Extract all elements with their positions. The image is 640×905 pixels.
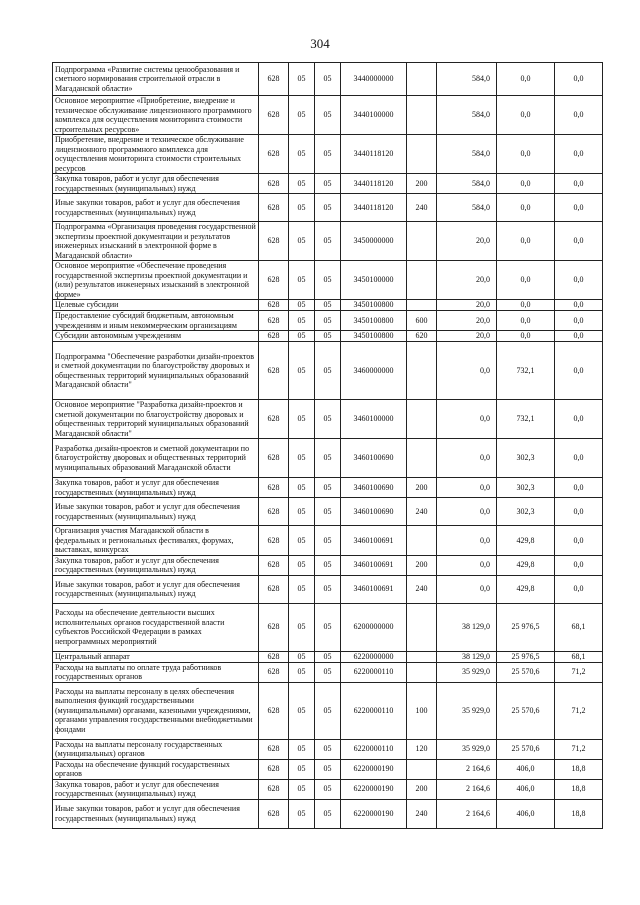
row-vr: 200 [407,555,437,575]
row-csr: 3460100690 [341,478,407,498]
row-value-2: 0,0 [497,222,555,261]
table-row [53,799,603,828]
row-rz: 05 [289,478,315,498]
row-csr: 3460100000 [341,400,407,439]
row-rz: 05 [289,300,315,311]
row-value-3: 0,0 [555,342,603,400]
table-row [53,739,603,759]
row-csr: 3440118120 [341,174,407,194]
row-value-1: 584,0 [437,63,497,96]
row-value-2: 0,0 [497,311,555,331]
row-vr: 240 [407,498,437,526]
row-csr: 3450100800 [341,300,407,311]
table-row [53,439,603,478]
row-value-3: 68,1 [555,651,603,662]
row-rz: 05 [289,759,315,779]
row-name: Субсидии автономным учреждениям [53,331,259,342]
row-value-1: 20,0 [437,300,497,311]
row-vr: 620 [407,331,437,342]
row-value-1: 584,0 [437,96,497,135]
row-value-3: 68,1 [555,603,603,651]
row-ved: 628 [259,222,289,261]
row-csr: 6200000000 [341,603,407,651]
row-value-2: 429,8 [497,555,555,575]
table-row [53,342,603,400]
table-row [53,96,603,135]
row-value-1: 584,0 [437,194,497,222]
row-value-1: 35 929,0 [437,739,497,759]
row-ved: 628 [259,759,289,779]
row-pr: 05 [315,194,341,222]
row-rz: 05 [289,799,315,828]
row-pr: 05 [315,759,341,779]
row-pr: 05 [315,63,341,96]
row-rz: 05 [289,662,315,682]
row-rz: 05 [289,63,315,96]
row-pr: 05 [315,779,341,799]
row-vr [407,651,437,662]
table-row [53,135,603,174]
row-ved: 628 [259,261,289,300]
row-ved: 628 [259,603,289,651]
row-csr: 3460100691 [341,575,407,603]
row-pr: 05 [315,603,341,651]
row-pr: 05 [315,555,341,575]
budget-table [52,62,603,829]
table-row [53,651,603,662]
row-csr: 3440000000 [341,63,407,96]
row-value-3: 0,0 [555,400,603,439]
row-vr [407,526,437,556]
row-ved: 628 [259,575,289,603]
row-name: Расходы на выплаты по оплате труда работников государственных органов [53,662,259,682]
row-ved: 628 [259,799,289,828]
row-pr: 05 [315,311,341,331]
row-ved: 628 [259,63,289,96]
row-pr: 05 [315,478,341,498]
row-value-1: 20,0 [437,222,497,261]
row-value-1: 0,0 [437,342,497,400]
row-rz: 05 [289,603,315,651]
row-value-2: 0,0 [497,331,555,342]
row-value-2: 0,0 [497,300,555,311]
row-rz: 05 [289,555,315,575]
row-value-3: 18,8 [555,799,603,828]
row-vr [407,300,437,311]
row-csr: 3450000000 [341,222,407,261]
row-pr: 05 [315,96,341,135]
row-value-1: 35 929,0 [437,662,497,682]
row-ved: 628 [259,439,289,478]
row-value-2: 406,0 [497,799,555,828]
row-pr: 05 [315,300,341,311]
row-value-2: 0,0 [497,135,555,174]
table-row [53,498,603,526]
row-csr: 6220000110 [341,662,407,682]
row-value-2: 732,1 [497,400,555,439]
table-row [53,331,603,342]
row-pr: 05 [315,575,341,603]
row-value-3: 0,0 [555,63,603,96]
row-csr: 3460100690 [341,498,407,526]
row-vr: 240 [407,575,437,603]
row-name: Иные закупки товаров, работ и услуг для обеспечения государственных (муниципальных) нужд [53,799,259,828]
row-rz: 05 [289,779,315,799]
row-ved: 628 [259,342,289,400]
row-value-1: 20,0 [437,331,497,342]
row-value-1: 584,0 [437,135,497,174]
row-csr: 3440100000 [341,96,407,135]
row-value-2: 732,1 [497,342,555,400]
row-rz: 05 [289,682,315,739]
row-rz: 05 [289,194,315,222]
row-pr: 05 [315,331,341,342]
row-vr [407,63,437,96]
row-value-2: 0,0 [497,96,555,135]
row-name: Целевые субсидии [53,300,259,311]
row-value-3: 71,2 [555,682,603,739]
row-value-2: 429,8 [497,526,555,556]
row-value-1: 2 164,6 [437,759,497,779]
row-rz: 05 [289,311,315,331]
row-value-3: 0,0 [555,555,603,575]
table-row [53,682,603,739]
row-rz: 05 [289,526,315,556]
row-rz: 05 [289,400,315,439]
row-name: Центральный аппарат [53,651,259,662]
row-csr: 3460100691 [341,526,407,556]
row-value-3: 0,0 [555,174,603,194]
row-value-3: 0,0 [555,261,603,300]
row-value-1: 584,0 [437,174,497,194]
table-row [53,779,603,799]
table-row [53,759,603,779]
row-value-1: 0,0 [437,526,497,556]
row-ved: 628 [259,526,289,556]
table-row [53,194,603,222]
row-value-1: 0,0 [437,439,497,478]
row-csr: 3460000000 [341,342,407,400]
row-rz: 05 [289,96,315,135]
table-row [53,526,603,556]
row-name: Приобретение, внедрение и техническое обслуживание лицензионного программного комплекса для осуществления мониторинга стоимости строительных ресурсов [53,135,259,174]
row-value-1: 38 129,0 [437,603,497,651]
row-name: Основное мероприятие «Обеспечение проведения государственной экспертизы проектной документации и (или) результатов инженерных изысканий в электронной форме» [53,261,259,300]
row-csr: 6220000110 [341,739,407,759]
row-value-2: 25 570,6 [497,739,555,759]
row-ved: 628 [259,400,289,439]
row-value-3: 71,2 [555,662,603,682]
table-row [53,603,603,651]
row-value-1: 0,0 [437,478,497,498]
row-vr [407,342,437,400]
row-value-2: 25 976,5 [497,603,555,651]
row-ved: 628 [259,96,289,135]
row-value-2: 25 570,6 [497,662,555,682]
row-name: Основное мероприятие «Приобретение, внедрение и техническое обслуживание лицензионного программного комплекса для осуществления мониторинга стоимости строительных ресурсов» [53,96,259,135]
row-value-3: 0,0 [555,300,603,311]
row-rz: 05 [289,174,315,194]
row-ved: 628 [259,174,289,194]
row-vr: 100 [407,682,437,739]
row-vr [407,96,437,135]
table-row [53,261,603,300]
row-value-1: 38 129,0 [437,651,497,662]
row-csr: 3440118120 [341,135,407,174]
row-name: Подпрограмма «Организация проведения государственной экспертизы проектной документации и результатов инженерных изысканий в электронной форме в Магаданской области» [53,222,259,261]
row-vr: 120 [407,739,437,759]
row-vr: 240 [407,799,437,828]
row-value-1: 35 929,0 [437,682,497,739]
row-name: Расходы на обеспечение деятельности высших исполнительных органов государственной власти субъектов Российской Федерации в рамках непрограммных мероприятий [53,603,259,651]
row-value-2: 302,3 [497,498,555,526]
row-value-3: 0,0 [555,222,603,261]
row-rz: 05 [289,331,315,342]
row-csr: 3450100800 [341,311,407,331]
row-name: Иные закупки товаров, работ и услуг для обеспечения государственных (муниципальных) нужд [53,194,259,222]
row-value-3: 71,2 [555,739,603,759]
row-rz: 05 [289,739,315,759]
row-vr [407,400,437,439]
row-value-1: 20,0 [437,311,497,331]
row-rz: 05 [289,135,315,174]
row-value-3: 0,0 [555,96,603,135]
row-csr: 3440118120 [341,194,407,222]
row-csr: 6220000000 [341,651,407,662]
row-ved: 628 [259,779,289,799]
row-ved: 628 [259,331,289,342]
row-rz: 05 [289,222,315,261]
row-value-3: 0,0 [555,439,603,478]
row-rz: 05 [289,439,315,478]
row-vr [407,759,437,779]
row-pr: 05 [315,498,341,526]
row-name: Закупка товаров, работ и услуг для обеспечения государственных (муниципальных) нужд [53,779,259,799]
row-vr [407,135,437,174]
row-value-1: 20,0 [437,261,497,300]
row-pr: 05 [315,739,341,759]
row-name: Расходы на выплаты персоналу в целях обеспечения выполнения функций государственными (муниципальными) органами, казенными учреждениями, органами управления государственными внебюджетными фондами [53,682,259,739]
row-value-2: 0,0 [497,194,555,222]
row-name: Разработка дизайн-проектов и сметной документации по благоустройству дворовых и общественных территорий муниципальных образований Магаданской области [53,439,259,478]
row-name: Иные закупки товаров, работ и услуг для обеспечения государственных (муниципальных) нужд [53,575,259,603]
row-ved: 628 [259,555,289,575]
row-ved: 628 [259,662,289,682]
row-csr: 6220000190 [341,779,407,799]
row-value-3: 0,0 [555,135,603,174]
row-name: Подпрограмма "Обеспечение разработки дизайн-проектов и сметной документации по благоустройству дворовых и общественных территорий муниципальных образований Магаданской области" [53,342,259,400]
table-row [53,300,603,311]
row-name: Предоставление субсидий бюджетным, автономным учреждениям и иным некоммерческим организациям [53,311,259,331]
table-row [53,222,603,261]
row-ved: 628 [259,311,289,331]
row-value-2: 406,0 [497,779,555,799]
row-value-3: 0,0 [555,526,603,556]
row-value-3: 0,0 [555,498,603,526]
row-value-3: 0,0 [555,331,603,342]
row-value-1: 0,0 [437,498,497,526]
row-vr [407,662,437,682]
row-vr [407,261,437,300]
row-ved: 628 [259,194,289,222]
row-pr: 05 [315,526,341,556]
row-value-2: 429,8 [497,575,555,603]
row-value-2: 302,3 [497,478,555,498]
row-name: Подпрограмма «Развитие системы ценообразования и сметного нормирования строительной отрасли в Магаданской области» [53,63,259,96]
row-vr: 240 [407,194,437,222]
row-vr [407,439,437,478]
row-pr: 05 [315,135,341,174]
row-csr: 3450100000 [341,261,407,300]
row-value-1: 0,0 [437,555,497,575]
row-value-2: 0,0 [497,63,555,96]
table-row [53,478,603,498]
row-name: Иные закупки товаров, работ и услуг для обеспечения государственных (муниципальных) нужд [53,498,259,526]
row-ved: 628 [259,498,289,526]
row-value-3: 0,0 [555,575,603,603]
row-pr: 05 [315,662,341,682]
row-rz: 05 [289,575,315,603]
row-value-2: 0,0 [497,174,555,194]
row-ved: 628 [259,739,289,759]
row-value-2: 406,0 [497,759,555,779]
row-value-3: 18,8 [555,779,603,799]
table-row [53,311,603,331]
table-row [53,662,603,682]
row-value-3: 18,8 [555,759,603,779]
row-rz: 05 [289,498,315,526]
row-name: Закупка товаров, работ и услуг для обеспечения государственных (муниципальных) нужд [53,478,259,498]
table-row [53,174,603,194]
row-name: Закупка товаров, работ и услуг для обеспечения государственных (муниципальных) нужд [53,174,259,194]
row-ved: 628 [259,682,289,739]
row-value-3: 0,0 [555,478,603,498]
row-pr: 05 [315,222,341,261]
row-ved: 628 [259,300,289,311]
table-row [53,400,603,439]
row-rz: 05 [289,342,315,400]
row-value-2: 25 570,6 [497,682,555,739]
page-number: 304 [310,36,330,51]
row-vr: 200 [407,478,437,498]
row-value-2: 25 976,5 [497,651,555,662]
row-ved: 628 [259,135,289,174]
table-row [53,555,603,575]
row-rz: 05 [289,651,315,662]
row-value-1: 0,0 [437,575,497,603]
row-pr: 05 [315,799,341,828]
row-pr: 05 [315,400,341,439]
budget-table-body [53,63,603,829]
row-value-2: 302,3 [497,439,555,478]
row-value-3: 0,0 [555,311,603,331]
row-pr: 05 [315,342,341,400]
row-pr: 05 [315,439,341,478]
row-name: Расходы на выплаты персоналу государственных (муниципальных) органов [53,739,259,759]
row-vr [407,603,437,651]
row-value-1: 0,0 [437,400,497,439]
row-vr: 200 [407,779,437,799]
row-vr: 200 [407,174,437,194]
row-name: Закупка товаров, работ и услуг для обеспечения государственных (муниципальных) нужд [53,555,259,575]
row-pr: 05 [315,261,341,300]
row-csr: 6220000110 [341,682,407,739]
row-vr: 600 [407,311,437,331]
row-csr: 3450100800 [341,331,407,342]
row-pr: 05 [315,174,341,194]
row-ved: 628 [259,478,289,498]
row-pr: 05 [315,682,341,739]
row-name: Организация участия Магаданской области в федеральных и региональных фестивалях, форумах, выставках, конкурсах [53,526,259,556]
row-ved: 628 [259,651,289,662]
row-value-1: 2 164,6 [437,799,497,828]
row-vr [407,222,437,261]
row-csr: 6220000190 [341,799,407,828]
row-csr: 6220000190 [341,759,407,779]
row-value-3: 0,0 [555,194,603,222]
row-csr: 3460100691 [341,555,407,575]
row-name: Расходы на обеспечение функций государственных органов [53,759,259,779]
row-value-2: 0,0 [497,261,555,300]
row-csr: 3460100690 [341,439,407,478]
row-pr: 05 [315,651,341,662]
table-row [53,575,603,603]
row-value-1: 2 164,6 [437,779,497,799]
table-row [53,63,603,96]
row-rz: 05 [289,261,315,300]
row-name: Основное мероприятие "Разработка дизайн-проектов и сметной документации по благоустройству дворовых и общественных территорий муниципальных образований Магаданской области" [53,400,259,439]
